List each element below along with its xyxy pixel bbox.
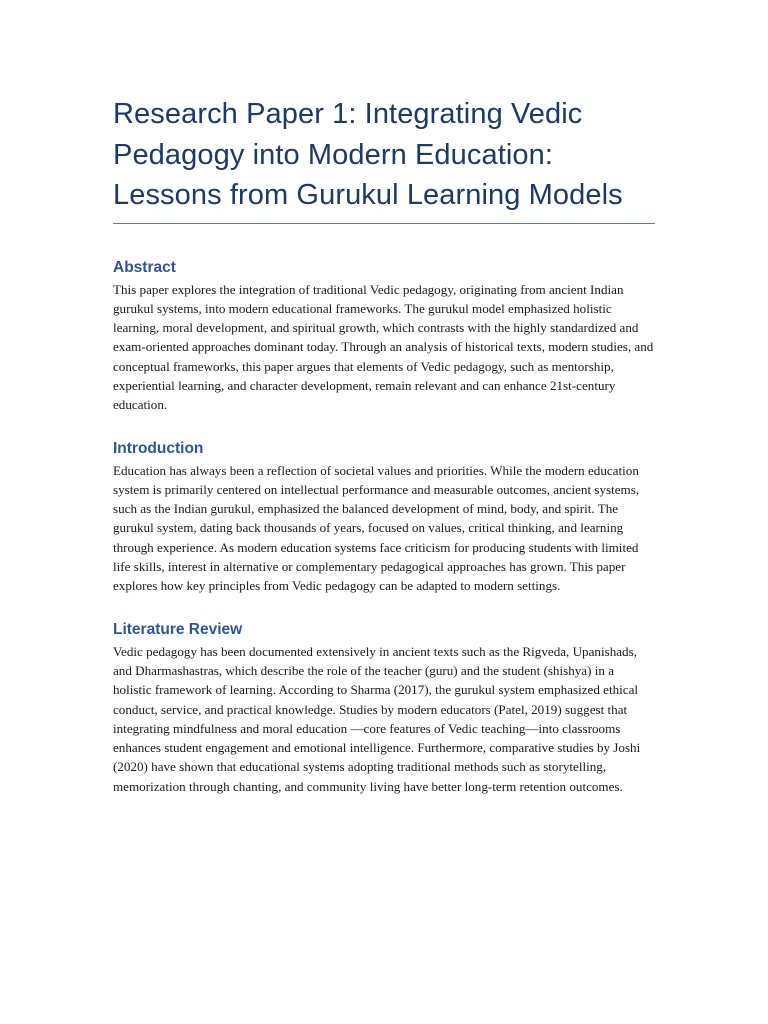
paper-title: Research Paper 1: Integrating Vedic Pedagogy into Modern Education: Lessons from Gurukul Learning Models: [113, 98, 623, 211]
literature-review-heading: Literature Review: [113, 620, 243, 638]
introduction-heading: Introduction: [113, 439, 204, 457]
abstract-body: This paper explores the integration of traditional Vedic pedagogy, originating from ancient Indian gurukul systems, into modern educational frameworks. The gurukul model emphasized holistic learning, moral development, and spiritual growth, which contrasts with the highly standardized and exam-oriented approaches dominant today. Through an analysis of historical texts, modern studies, and conceptual frameworks, this paper argues that elements of Vedic pedagogy, such as mentorship, experiential learning, and character development, remain relevant and can enhance 21st-century education.: [113, 281, 654, 413]
abstract-heading: Abstract: [113, 258, 176, 276]
literature-review-body: Vedic pedagogy has been documented extensively in ancient texts such as the Rigveda, Upanishads, and Dharmashastras, which describe the role of the teacher (guru) and the student (shishya) in a holistic framework of learning. According to Sharma (2017), the gurukul system emphasized ethical conduct, service, and practical knowledge. Studies by modern educators (Patel, 2019) suggest that integrating mindfulness and moral education —core features of Vedic teaching—into classrooms enhances student engagement and emotional intelligence. Furthermore, comparative studies by Joshi (2020) have shown that educational systems adopting traditional methods such as storytelling, memorization through chanting, and community living have better long-term retention outcomes.: [113, 643, 641, 794]
title-divider: [113, 223, 655, 224]
introduction-body: Education has always been a reflection of societal values and priorities. While the modern education system is primarily centered on intellectual performance and measurable outcomes, ancient systems, such as the Indian gurukul, emphasized the balanced development of mind, body, and spirit. The gurukul system, dating back thousands of years, focused on values, critical thinking, and learning through experience. As modern education systems face criticism for producing students with limited life skills, interest in alternative or complementary pedagogical approaches has grown. This paper explores how key principles from Vedic pedagogy can be adapted to modern settings.: [113, 462, 640, 594]
paper-content: [113, 94, 655, 796]
